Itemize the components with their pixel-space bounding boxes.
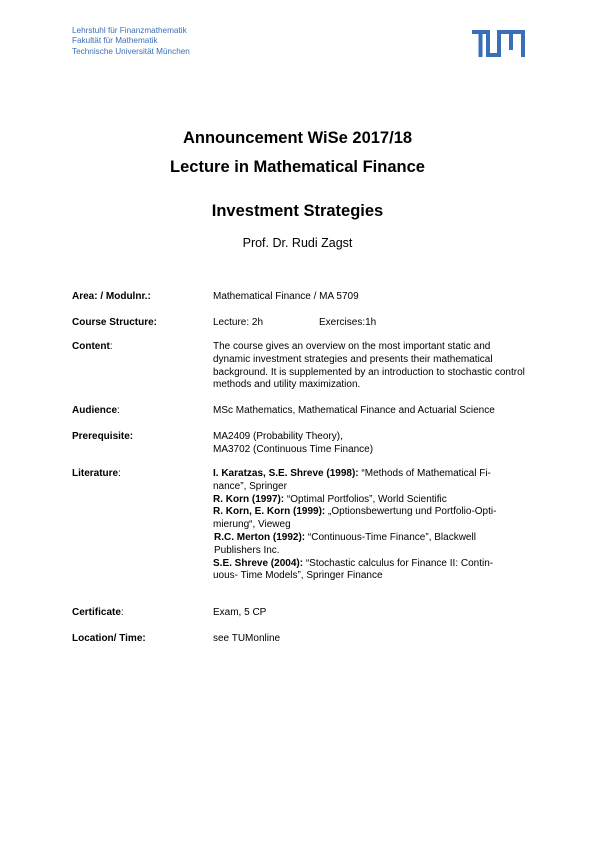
literature-label-wrap	[72, 468, 212, 481]
literature-text: „Optionsbewertung und Portfolio-Opti-	[325, 506, 497, 518]
prerequisite-label: Prerequisite:	[72, 431, 134, 442]
university-name: Technische Universität München	[72, 46, 190, 56]
prerequisite-line: MA3702 (Continuous Time Finance)	[213, 443, 374, 455]
certificate-colon: :	[120, 607, 124, 618]
literature-authors: R.C. Merton (1992):	[214, 531, 306, 543]
literature-item	[213, 506, 525, 519]
location-value: see TUMonline	[213, 633, 281, 644]
literature-item-continued: nance”, Springer	[213, 480, 287, 492]
prerequisite-line: MA2409 (Probability Theory),	[213, 431, 343, 442]
certificate-value: Exam, 5 CP	[213, 607, 267, 618]
lecture-subtitle: Lecture in Mathematical Finance	[170, 158, 425, 176]
announcement-title: Announcement WiSe 2017/18	[182, 129, 413, 147]
chair-address	[72, 26, 190, 57]
audience-value: MSc Mathematics, Mathematical Finance and Actuarial Science	[213, 405, 495, 416]
professor-name: Prof. Dr. Rudi Zagst	[242, 236, 353, 250]
prerequisite-value	[213, 431, 525, 457]
course-title: Investment Strategies	[211, 202, 384, 220]
literature-text: “Optimal Portfolios”, World Scientific	[284, 493, 447, 505]
literature-item-continued: mierung“, Vieweg	[213, 519, 291, 531]
chair-name: Lehrstuhl für Finanzmathematik	[72, 26, 187, 35]
literature-authors: R. Korn (1997):	[213, 493, 285, 505]
structure-label: Course Structure:	[72, 317, 158, 328]
structure-value	[213, 317, 525, 330]
content-colon: :	[109, 341, 113, 352]
certificate-label: Certificate	[72, 607, 121, 618]
literature-text: “Stochastic calculus for Finance II: Contin-	[303, 557, 494, 569]
content-value: The course gives an overview on the most important static and dynamic investment strategies and presents their mathematical background. It is supplemented by an introduction to stochastic control methods and utility maximization.	[213, 341, 525, 391]
literature-label: Literature	[72, 468, 119, 479]
literature-authors: I. Karatzas, S.E. Shreve (1998):	[213, 468, 359, 479]
tum-logo	[472, 30, 525, 57]
literature-item	[213, 532, 525, 545]
audience-colon: :	[117, 405, 120, 416]
literature-authors: R. Korn, E. Korn (1999):	[213, 506, 326, 518]
literature-item	[213, 494, 525, 507]
location-label: Location/ Time:	[72, 633, 146, 644]
lecture-hours: Lecture: 2h	[213, 317, 264, 328]
literature-item	[213, 558, 525, 571]
literature-item-continued: Publishers Inc.	[214, 544, 280, 556]
faculty-name: Fakultät für Mathematik	[72, 36, 158, 46]
literature-text: “Methods of Mathematical Fi-	[358, 468, 491, 479]
audience-label: Audience	[72, 405, 118, 416]
certificate-label-wrap	[72, 607, 212, 620]
literature-authors: S.E. Shreve (2004):	[213, 557, 304, 569]
audience-label-wrap	[72, 405, 212, 418]
exercise-hours: Exercises:1h	[319, 317, 377, 328]
literature-list	[213, 468, 525, 583]
literature-item	[213, 468, 525, 481]
content-label: Content	[72, 341, 110, 352]
literature-item-continued: uous- Time Models”, Springer Finance	[213, 570, 383, 582]
area-label: Area: / Modulnr.:	[72, 291, 151, 302]
literature-colon: :	[118, 468, 121, 479]
area-value: Mathematical Finance / MA 5709	[213, 291, 359, 302]
literature-text: “Continuous-Time Finance”, Blackwell	[305, 531, 476, 543]
content-label-wrap	[72, 341, 212, 354]
